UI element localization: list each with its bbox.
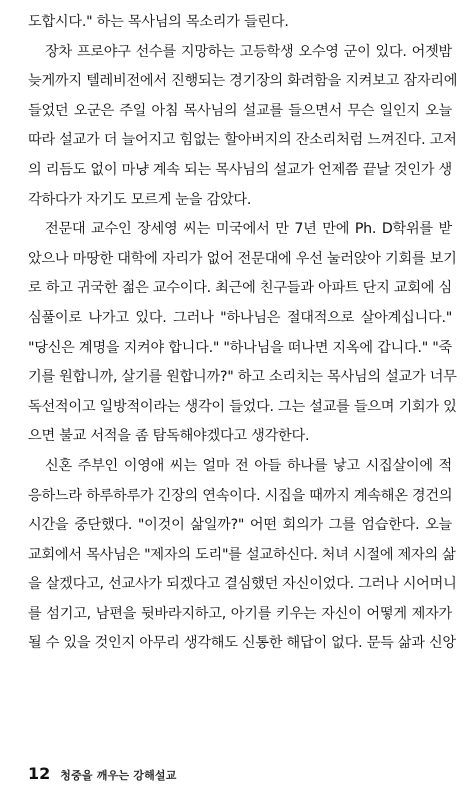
paragraph-line: 았으나 마땅한 대학에 자리가 없어 전문대에 우선 눌러앉아 기회를 보기: [28, 250, 457, 267]
paragraph-line: 들었던 오군은 주일 아침 목사님의 설교를 들으면서 무슨 일인지 오늘: [28, 102, 452, 119]
paragraph-line: 장차 프로야구 선수를 지망하는 고등학생 오수영 군이 있다. 어젯밤: [45, 43, 452, 60]
paragraph-line: 따라 설교가 더 늘어지고 힘없는 할아버지의 잔소리처럼 느껴진다. 고저: [28, 132, 457, 149]
page-number: 12: [28, 764, 51, 783]
body-text: [28, 8, 458, 659]
paragraph-line: 의 리듬도 없이 마냥 계속 되는 목사님의 설교가 언제쯤 끝날 것인가 생: [28, 161, 452, 178]
paragraph-line: 응하느라 하루하루가 긴장의 연속이다. 시집을 때까지 계속해온 경건의: [28, 487, 453, 504]
paragraph-line: 독선적이고 일방적이라는 생각이 들었다. 그는 설교를 들으며 기회가 있: [28, 398, 457, 415]
paragraph-line: 도합시다." 하는 목사님의 목소리가 들린다.: [28, 14, 289, 30]
paragraph-line: 전문대 교수인 장세영 씨는 미국에서 만 7년 만에 Ph. D학위를 받: [45, 221, 452, 238]
paragraph-line: 로 하고 귀국한 젊은 교수이다. 최근에 친구들과 아파트 단지 교회에 심: [28, 280, 452, 297]
paragraph-line: 신혼 주부인 이영애 씨는 얼마 전 아들 하나를 낳고 시집살이에 적: [45, 457, 452, 474]
page-footer: [28, 764, 177, 788]
paragraph-line: 될 수 있을 것인지 아무리 생각해도 신통한 해답이 없다. 문득 삶과 신앙: [28, 635, 456, 652]
paragraph-line: 교회에서 목사님은 "제자의 도리"를 설교하신다. 처녀 시절에 제자의 삶: [28, 546, 456, 563]
paragraph-line: 으면 불교 서적을 좀 탐독해야겠다고 생각한다.: [28, 428, 310, 445]
paragraph-line: 기를 원합니까, 살기를 원합니까?" 하고 소리치는 목사님의 설교가 너무: [28, 369, 457, 386]
paragraph-line: 시간을 중단했다. "이것이 삶일까?" 어떤 회의가 그를 엄습한다. 오늘: [28, 517, 452, 534]
paragraph-line: 늦게까지 텔레비전에서 진행되는 경기장의 화려함을 지켜보고 잠자리에: [28, 73, 458, 90]
paragraph-line: 을 살겠다고, 선교사가 되겠다고 결심했던 자신이었다. 그러나 시어머니: [28, 576, 457, 593]
running-title: 청중을 깨우는 강해설교: [60, 769, 177, 782]
paragraph-line: 각하다가 자기도 모르게 눈을 감았다.: [28, 191, 252, 208]
paragraph-line: "당신은 계명을 지켜야 합니다." "하나님을 떠나면 지옥에 갑니다." "죽: [28, 339, 452, 356]
paragraph-line: 를 섬기고, 남편을 뒷바라지하고, 아기를 키우는 자신이 어떻게 제자가: [28, 605, 452, 622]
paragraph-line: 심풀이로 나가고 있다. 그러나 "하나님은 절대적으로 살아계십니다.": [28, 309, 452, 326]
